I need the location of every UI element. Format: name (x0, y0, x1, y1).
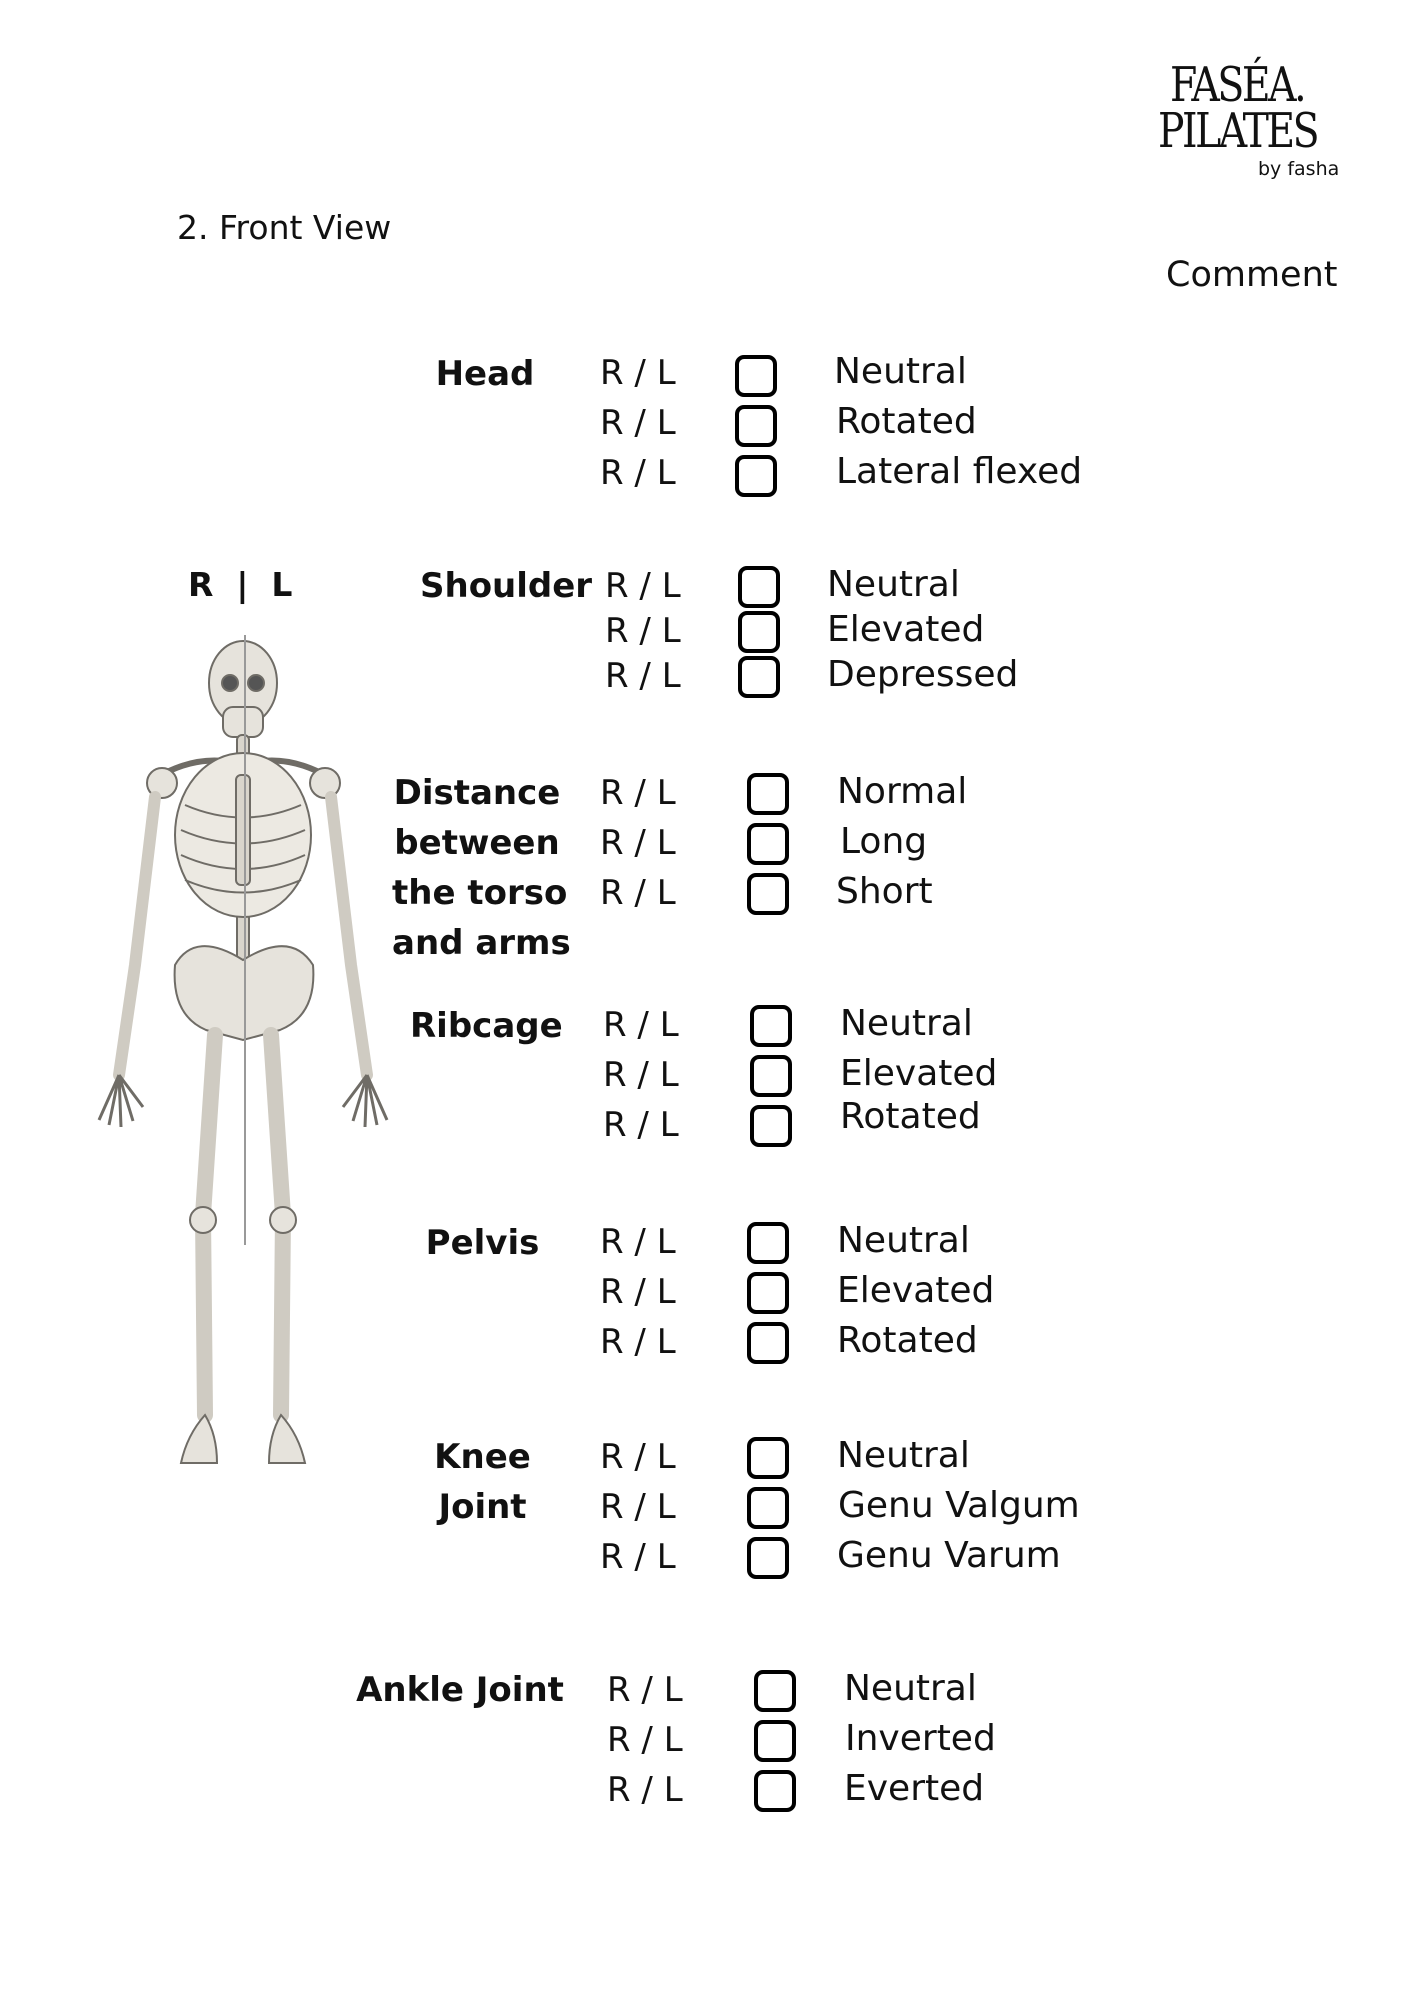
option-label: Neutral (827, 564, 960, 605)
logo-line-2: PILATES (1158, 103, 1318, 159)
section-label-head: Head (435, 354, 535, 394)
checkbox-distance-short[interactable] (747, 873, 789, 915)
option-label: Everted (844, 1768, 985, 1809)
checkbox-ribcage-rotated[interactable] (750, 1105, 792, 1147)
side-label: R / L (600, 1437, 676, 1477)
option-label: Rotated (837, 1320, 978, 1361)
option-label: Lateral flexed (836, 451, 1083, 492)
side-label: R / L (600, 1487, 676, 1527)
checkbox-shoulder-neutral[interactable] (738, 566, 780, 608)
checkbox-head-rotated[interactable] (735, 405, 777, 447)
checkbox-knee-genu-varum[interactable] (747, 1537, 789, 1579)
side-label: R / L (603, 1105, 679, 1145)
brand-logo (1158, 57, 1350, 180)
side-label: R / L (603, 1055, 679, 1095)
side-label: R / L (600, 873, 676, 913)
side-label: R / L (600, 823, 676, 863)
side-label: R / L (600, 353, 676, 393)
checkbox-head-lateral-flexed[interactable] (735, 455, 777, 497)
section-label-pelvis: Pelvis (425, 1223, 540, 1263)
checkbox-ankle-inverted[interactable] (754, 1720, 796, 1762)
side-label: R / L (605, 656, 681, 696)
label-line: Knee (434, 1437, 531, 1477)
section-label-knee-joint (420, 1432, 545, 1532)
checkbox-ankle-everted[interactable] (754, 1770, 796, 1812)
logo-tagline: by fasha (1258, 158, 1340, 180)
option-label: Long (840, 821, 928, 862)
label-line: Distance (393, 773, 561, 813)
option-label: Elevated (840, 1053, 998, 1094)
side-label: R / L (600, 403, 676, 443)
option-label: Neutral (834, 351, 967, 392)
checkbox-knee-genu-valgum[interactable] (747, 1487, 789, 1529)
right-left-marker: R | L (188, 565, 293, 604)
side-label: R / L (607, 1770, 683, 1810)
side-label: R / L (607, 1720, 683, 1760)
checkbox-knee-neutral[interactable] (747, 1437, 789, 1479)
side-label: R / L (600, 1537, 676, 1577)
skeleton-illustration (55, 625, 445, 1485)
comment-header: Comment (1166, 255, 1338, 295)
side-label: R / L (600, 1272, 676, 1312)
option-label: Normal (837, 771, 968, 812)
side-label: R / L (600, 773, 676, 813)
option-label: Rotated (840, 1096, 981, 1137)
logo-line-1: FASÉA. (1170, 57, 1305, 113)
option-label: Neutral (844, 1668, 977, 1709)
page-title: 2. Front View (177, 208, 392, 247)
checkbox-ribcage-neutral[interactable] (750, 1005, 792, 1047)
checkbox-shoulder-elevated[interactable] (738, 611, 780, 653)
label-line: and arms (392, 923, 571, 963)
option-label: Elevated (837, 1270, 995, 1311)
section-label-shoulder: Shoulder (420, 566, 593, 606)
option-label: Genu Varum (837, 1535, 1061, 1576)
side-label: R / L (603, 1005, 679, 1045)
checkbox-head-neutral[interactable] (735, 355, 777, 397)
side-label: R / L (605, 611, 681, 651)
checkbox-shoulder-depressed[interactable] (738, 656, 780, 698)
side-label: R / L (600, 453, 676, 493)
option-label: Neutral (837, 1435, 970, 1476)
side-label: R / L (600, 1322, 676, 1362)
option-label: Neutral (837, 1220, 970, 1261)
option-label: Elevated (827, 609, 985, 650)
section-label-ribcage: Ribcage (410, 1006, 563, 1046)
checkbox-pelvis-rotated[interactable] (747, 1322, 789, 1364)
label-line: Joint (438, 1487, 527, 1527)
option-label: Neutral (840, 1003, 973, 1044)
side-label: R / L (605, 566, 681, 606)
checkbox-ankle-neutral[interactable] (754, 1670, 796, 1712)
label-line: the torso (392, 873, 568, 913)
checkbox-pelvis-elevated[interactable] (747, 1272, 789, 1314)
option-label: Short (836, 871, 933, 912)
option-label: Rotated (836, 401, 977, 442)
checkbox-ribcage-elevated[interactable] (750, 1055, 792, 1097)
side-label: R / L (607, 1670, 683, 1710)
label-line: between (394, 823, 560, 863)
checkbox-distance-normal[interactable] (747, 773, 789, 815)
option-label: Genu Valgum (838, 1485, 1080, 1526)
checkbox-distance-long[interactable] (747, 823, 789, 865)
section-label-torso-arm-distance (392, 768, 571, 968)
option-label: Inverted (845, 1718, 996, 1759)
side-label: R / L (600, 1222, 676, 1262)
option-label: Depressed (827, 654, 1019, 695)
section-label-ankle-joint: Ankle Joint (356, 1670, 564, 1710)
checkbox-pelvis-neutral[interactable] (747, 1222, 789, 1264)
